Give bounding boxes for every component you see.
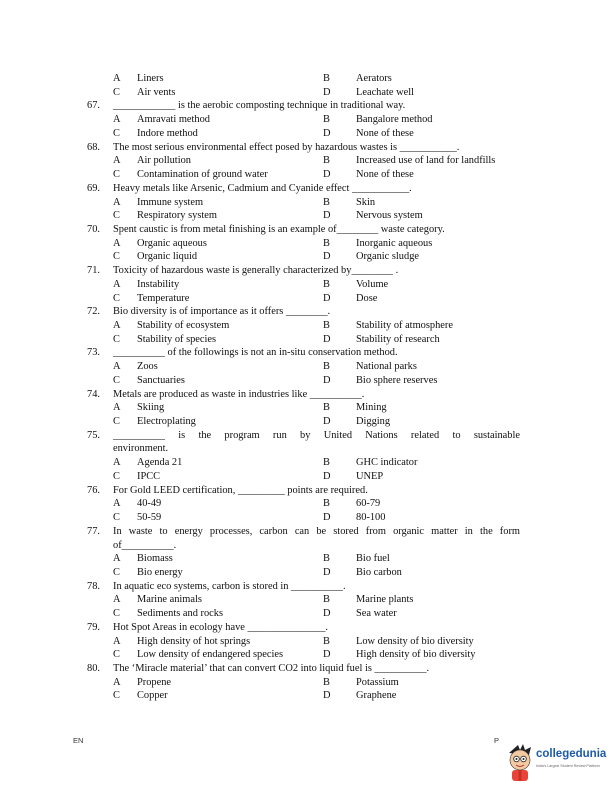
answer-option-letter: D [323,470,331,482]
question-text-continued: environment. [113,443,169,455]
answer-option-letter: A [113,594,121,606]
question-text-continued: of__________. [113,539,177,551]
question-75 [0,429,612,443]
question-number: 67. [87,100,100,112]
answer-option-letter: B [323,320,330,331]
option-row [0,154,612,168]
option-row [0,374,612,388]
answer-option-letter: B [323,114,330,126]
answer-option-letter: B [323,361,330,373]
option-row [0,415,612,429]
answer-option-text[interactable]: Stability of species [137,333,217,345]
question-80 [0,662,612,676]
option-row [0,209,612,223]
option-row [0,689,612,703]
question-text: __________ of the followings is not an in-situ conservation method. [113,347,398,359]
question-72 [0,305,612,319]
answer-option-letter: B [323,635,330,647]
question-text: For Gold LEED certification, _________ points are required. [113,484,368,496]
answer-option-text[interactable]: Organic aqueous [137,237,207,249]
answer-option-text[interactable]: Digging [356,416,391,427]
answer-option-letter: B [323,196,330,208]
answer-option-text[interactable]: Instability [137,278,180,290]
logo-tagline: India's Largest Student Review Platform [536,764,600,768]
question-number: 76. [87,484,100,496]
answer-option-text[interactable]: Agenda 21 [137,457,183,469]
answer-option-text[interactable]: Sediments and rocks [137,608,223,620]
answer-option-letter: B [323,402,330,414]
question-number: 75. [87,429,100,441]
question-text: Metals are produced as waste in industries like __________. [113,388,365,400]
option-row [0,566,612,580]
question-text: The most serious environmental effect posed by hazardous wastes is ___________. [113,141,460,153]
answer-option-text[interactable]: Liners [137,73,164,84]
answer-option-letter: A [113,155,121,167]
question-number: 77. [87,525,100,537]
answer-option-letter: C [113,210,120,222]
answer-option-text[interactable]: Organic sludge [356,251,420,263]
option-row [0,676,612,690]
question-number: 72. [87,306,100,318]
option-row [0,237,612,251]
option-row [0,401,612,415]
answer-option-text[interactable]: Bio energy [137,566,183,578]
answer-option-text[interactable]: Dose [356,292,378,304]
answer-option-text[interactable]: Potassium [356,676,399,688]
option-row [0,635,612,649]
answer-option-letter: D [323,374,331,386]
answer-option-letter: C [113,292,120,304]
answer-option-text[interactable]: Sea water [356,608,397,620]
option-row [0,552,612,566]
question-73 [0,346,612,360]
answer-option-text[interactable]: Skiing [137,402,165,414]
answer-option-text[interactable]: Immune system [137,196,204,208]
option-row [0,648,612,662]
option-row [0,511,612,525]
answer-option-letter: B [323,457,330,469]
question-text: Heavy metals like Arsenic, Cadmium and Cyanide effect ___________. [113,182,412,194]
answer-option-letter: C [113,251,120,263]
option-row [0,168,612,182]
question-text: The ‘Miracle material’ that can convert CO2 into liquid fuel is __________. [113,663,430,674]
answer-option-letter: D [323,512,331,523]
answer-option-letter: A [113,402,121,414]
question-77 [0,525,612,539]
answer-option-letter: D [323,416,331,427]
answer-option-text[interactable]: IPCC [137,470,161,482]
answer-option-text[interactable]: Low density of bio diversity [356,635,474,647]
option-row [0,319,612,333]
answer-option-text[interactable]: Graphene [356,690,397,702]
answer-option-letter: C [113,512,120,523]
answer-option-letter: A [113,498,121,510]
answer-option-text[interactable]: Stability of ecosystem [137,320,230,331]
question-71 [0,264,612,278]
answer-option-letter: C [113,690,120,702]
question-continuation [0,539,612,553]
answer-option-text[interactable]: Stability of atmosphere [356,320,453,331]
answer-option-letter: B [323,594,330,606]
answer-option-letter: B [323,278,330,290]
option-row [0,278,612,292]
answer-option-letter: B [323,237,330,249]
answer-option-letter: D [323,127,331,139]
option-row [0,113,612,127]
answer-option-letter: D [323,690,331,702]
option-row [0,333,612,347]
question-number: 78. [87,580,100,592]
answer-option-text[interactable]: Volume [356,278,389,290]
answer-option-text[interactable]: High density of hot springs [137,635,251,647]
answer-option-letter: A [113,676,121,688]
answer-option-letter: A [113,196,121,208]
answer-option-text[interactable]: Bio sphere reserves [356,374,438,386]
answer-option-text[interactable]: Leachate well [356,86,414,98]
footer-page-marker: P [494,736,500,745]
answer-option-text[interactable]: Organic liquid [137,251,198,263]
answer-option-letter: C [113,470,120,482]
answer-option-text[interactable]: Amravati method [137,114,211,126]
answer-option-text[interactable]: Bangalore method [356,114,433,126]
collegedunia-logo[interactable] [506,742,610,784]
answer-option-letter: A [113,457,121,469]
question-text: Hot Spot Areas in ecology have _______________. [113,621,329,633]
option-row [0,72,612,86]
answer-option-text[interactable]: 40-49 [137,498,162,510]
answer-option-text[interactable]: Nervous system [356,210,423,222]
answer-option-letter: D [323,210,331,222]
answer-option-letter: C [113,566,120,578]
answer-option-letter: D [323,169,331,180]
answer-option-text[interactable]: None of these [356,127,414,139]
option-row [0,196,612,210]
question-number: 71. [87,265,100,277]
question-text: ____________ is the aerobic composting technique in traditional way. [113,100,406,112]
answer-option-text[interactable]: Low density of endangered species [137,649,283,661]
question-text: Toxicity of hazardous waste is generally characterized by________ . [113,265,399,277]
answer-option-letter: A [113,553,121,565]
question-68 [0,141,612,155]
answer-option-text[interactable]: Indore method [137,127,198,139]
answer-option-text[interactable]: Biomass [137,553,173,565]
option-row [0,456,612,470]
question-79 [0,621,612,635]
answer-option-text[interactable]: Sanctuaries [137,374,185,386]
mascot-icon [506,742,534,782]
question-70 [0,223,612,237]
answer-option-letter: A [113,73,121,84]
question-text: Bio diversity is of importance as it offers ________. [113,306,331,318]
answer-option-text[interactable]: Inorganic aqueous [356,237,433,249]
answer-option-letter: D [323,251,331,263]
answer-option-text[interactable]: Propene [137,676,172,688]
answer-option-letter: C [113,127,120,139]
answer-option-text[interactable]: 60-79 [356,498,381,510]
option-row [0,292,612,306]
option-row [0,497,612,511]
answer-option-letter: D [323,86,331,98]
answer-option-text[interactable]: 50-59 [137,512,162,523]
answer-option-text[interactable]: Bio fuel [356,553,390,565]
question-number: 74. [87,388,100,400]
question-continuation [0,442,612,456]
question-number: 68. [87,141,100,153]
answer-option-letter: D [323,333,331,345]
question-number: 80. [87,663,100,674]
option-row [0,250,612,264]
answer-option-letter: D [323,608,331,620]
answer-option-letter: A [113,361,121,373]
answer-option-text[interactable]: Marine animals [137,594,202,606]
option-row [0,607,612,621]
question-78 [0,580,612,594]
question-text: __________ is the program run by United Nations related to sustainable [113,429,520,441]
answer-option-letter: B [323,155,330,167]
answer-option-text[interactable]: GHC indicator [356,457,418,469]
answer-option-text[interactable]: Marine plants [356,594,414,606]
answer-option-text[interactable]: Increased use of land for landfills [356,155,496,167]
answer-option-text[interactable]: National parks [356,361,417,373]
question-number: 69. [87,182,100,194]
answer-option-text[interactable]: Respiratory system [137,210,217,222]
answer-option-letter: B [323,676,330,688]
answer-option-text[interactable]: None of these [356,169,414,180]
answer-option-text[interactable]: Stability of research [356,333,440,345]
answer-option-text[interactable]: Air pollution [137,155,191,167]
answer-option-text[interactable]: Temperature [137,292,190,304]
footer-language-code: EN [73,736,84,745]
answer-option-letter: A [113,635,121,647]
answer-option-text[interactable]: Bio carbon [356,566,402,578]
answer-option-text[interactable]: Contamination of ground water [137,169,268,180]
answer-option-letter: C [113,608,120,620]
answer-option-letter: C [113,649,120,661]
question-69 [0,182,612,196]
answer-option-text[interactable]: UNEP [356,470,384,482]
answer-option-letter: B [323,73,330,84]
answer-option-letter: C [113,333,120,345]
question-text: In aquatic eco systems, carbon is stored in __________. [113,580,346,592]
answer-option-text[interactable]: Zoos [137,361,158,373]
question-text: Spent caustic is from metal finishing is an example of________ waste category. [113,223,445,235]
answer-option-text[interactable]: Mining [356,402,387,414]
answer-option-letter: D [323,566,331,578]
answer-option-letter: C [113,169,120,180]
answer-option-letter: D [323,649,331,661]
option-row [0,127,612,141]
answer-option-letter: A [113,278,121,290]
answer-option-text[interactable]: Electroplating [137,416,196,427]
answer-option-letter: C [113,374,120,386]
question-number: 70. [87,223,100,235]
answer-option-letter: C [113,416,120,427]
option-row [0,360,612,374]
answer-option-letter: A [113,320,121,331]
answer-option-text[interactable]: Copper [137,690,168,702]
answer-option-text[interactable]: Air vents [137,86,176,98]
option-row [0,470,612,484]
logo-brand-text: collegedunia [536,748,607,760]
question-76 [0,484,612,498]
question-number: 73. [87,347,100,359]
question-74 [0,388,612,402]
option-row [0,86,612,100]
question-number: 79. [87,621,100,633]
answer-option-letter: D [323,292,331,304]
answer-option-letter: B [323,498,330,510]
option-row [0,593,612,607]
answer-option-letter: B [323,553,330,565]
answer-option-text[interactable]: Aerators [356,73,392,84]
question-67 [0,99,612,113]
answer-option-text[interactable]: Skin [356,196,376,208]
answer-option-text[interactable]: High density of bio diversity [356,649,476,661]
answer-option-letter: A [113,114,121,126]
answer-option-letter: A [113,237,121,249]
question-text: In waste to energy processes, carbon can be stored from organic matter in the form [113,525,520,537]
answer-option-text[interactable]: 80-100 [356,512,386,523]
answer-option-letter: C [113,86,120,98]
